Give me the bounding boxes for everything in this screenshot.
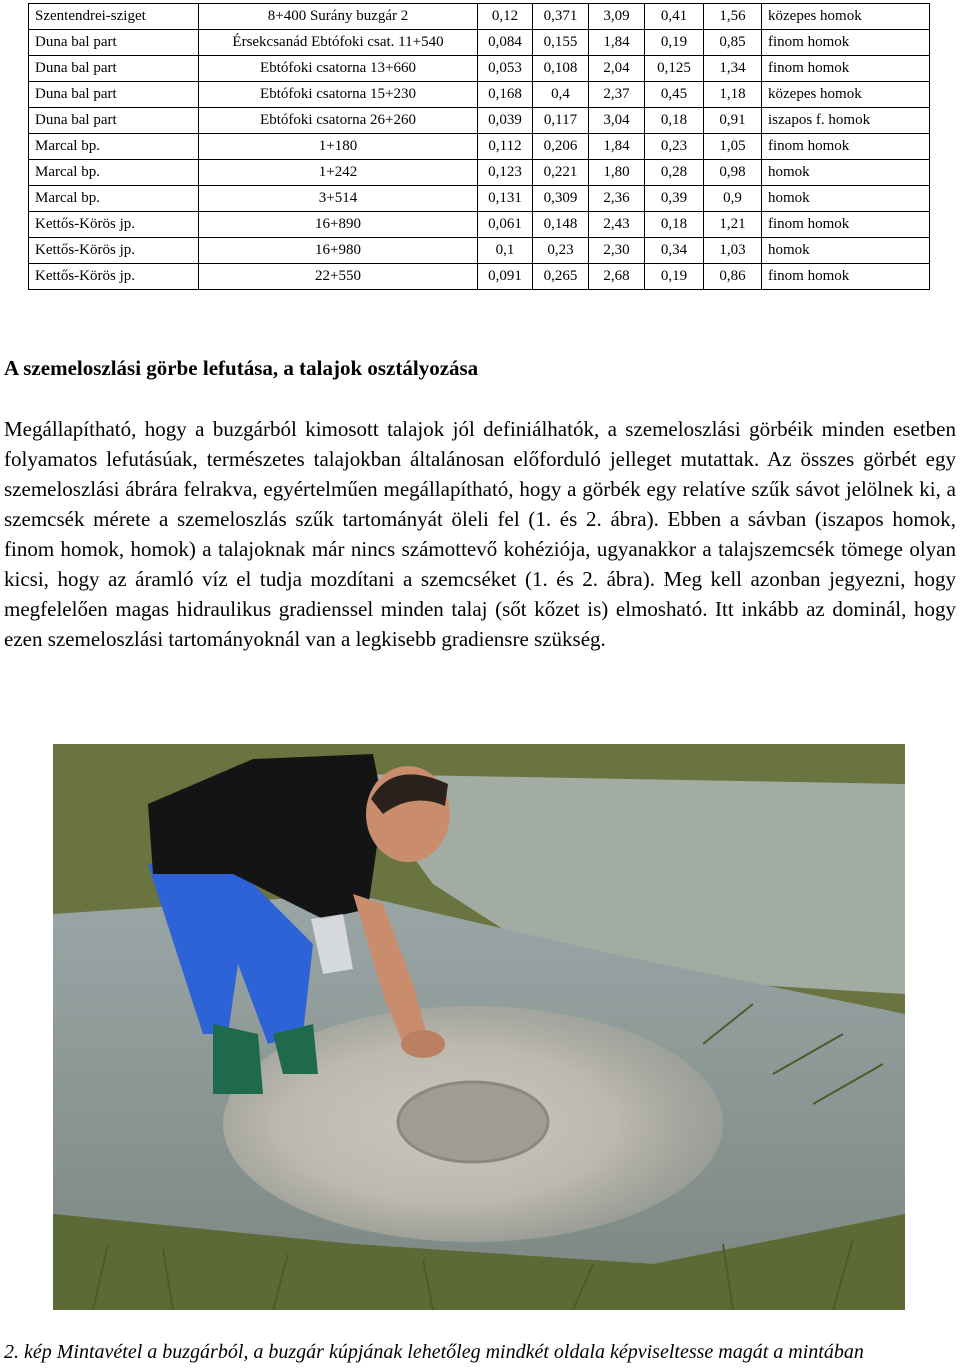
location-cell: Szentendrei-sziget — [29, 4, 199, 30]
table-row — [29, 30, 930, 56]
value-cell: 0,148 — [533, 212, 589, 238]
sample-data-table — [28, 3, 930, 290]
value-cell: 0,131 — [478, 186, 533, 212]
value-cell: 0,39 — [645, 186, 704, 212]
value-cell: 0,039 — [478, 108, 533, 134]
soil-type-cell: finom homok — [762, 212, 930, 238]
value-cell: 2,68 — [589, 264, 645, 290]
value-cell: 1,03 — [704, 238, 762, 264]
value-cell: 0,19 — [645, 30, 704, 56]
site-cell: Ebtófoki csatorna 13+660 — [199, 56, 478, 82]
site-cell: 1+242 — [199, 160, 478, 186]
value-cell: 0,28 — [645, 160, 704, 186]
soil-type-cell: iszapos f. homok — [762, 108, 930, 134]
value-cell: 2,04 — [589, 56, 645, 82]
value-cell: 0,265 — [533, 264, 589, 290]
soil-type-cell: finom homok — [762, 30, 930, 56]
soil-type-cell: közepes homok — [762, 82, 930, 108]
value-cell: 0,112 — [478, 134, 533, 160]
value-cell: 0,1 — [478, 238, 533, 264]
value-cell: 0,155 — [533, 30, 589, 56]
value-cell: 0,23 — [645, 134, 704, 160]
table-row — [29, 82, 930, 108]
table-row — [29, 160, 930, 186]
value-cell: 0,123 — [478, 160, 533, 186]
body-paragraph: Megállapítható, hogy a buzgárból kimosott talajok jól definiálhatók, a szemeloszlási görbéik minden esetben folyamatos lefutásúak, természetes talajokban általánosan előforduló jelleget mutattak. Az összes görbét egy szemeloszlási ábrára felrakva, egyértelműen megállapítható, hogy a görbék egy relatíve szűk sávot jelölnek ki, a szemcsék mérete a szemeloszlás szűk tartományát öleli fel (1. és 2. ábra). Ebben a sávban (iszapos homok, finom homok, homok) a talajoknak már nincs számottevő kohéziója, ugyanakkor a talajszemcsék tömege olyan kicsi, hogy az áramló víz el tudja mozdítani a szemcséket (1. és 2. ábra). Meg kell azonban jegyezni, hogy megfelelően magas hidraulikus gradienssel minden talaj (sőt kőzet is) elmosható. Itt inkább az dominál, hogy ezen szemeloszlási tartományoknál van a legkisebb gradiensre szükség. — [4, 417, 956, 651]
value-cell: 2,36 — [589, 186, 645, 212]
table-row — [29, 56, 930, 82]
value-cell: 1,18 — [704, 82, 762, 108]
value-cell: 0,23 — [533, 238, 589, 264]
value-cell: 0,9 — [704, 186, 762, 212]
value-cell: 1,56 — [704, 4, 762, 30]
value-cell: 0,34 — [645, 238, 704, 264]
soil-type-cell: közepes homok — [762, 4, 930, 30]
boil-crater — [398, 1082, 548, 1162]
section-heading: A szemeloszlási görbe lefutása, a talajok osztályozása — [4, 356, 479, 380]
site-cell: Érsekcsanád Ebtófoki csat. 11+540 — [199, 30, 478, 56]
value-cell: 0,309 — [533, 186, 589, 212]
location-cell: Marcal bp. — [29, 134, 199, 160]
value-cell: 0,061 — [478, 212, 533, 238]
site-cell: 16+890 — [199, 212, 478, 238]
value-cell: 0,19 — [645, 264, 704, 290]
value-cell: 2,30 — [589, 238, 645, 264]
location-cell: Marcal bp. — [29, 160, 199, 186]
site-cell: Ebtófoki csatorna 26+260 — [199, 108, 478, 134]
location-cell: Duna bal part — [29, 56, 199, 82]
value-cell: 0,053 — [478, 56, 533, 82]
value-cell: 2,37 — [589, 82, 645, 108]
value-cell: 0,084 — [478, 30, 533, 56]
location-cell: Kettős-Körös jp. — [29, 212, 199, 238]
value-cell: 1,84 — [589, 134, 645, 160]
value-cell: 0,4 — [533, 82, 589, 108]
value-cell: 0,206 — [533, 134, 589, 160]
value-cell: 0,221 — [533, 160, 589, 186]
location-cell: Marcal bp. — [29, 186, 199, 212]
site-cell: 3+514 — [199, 186, 478, 212]
value-cell: 0,125 — [645, 56, 704, 82]
value-cell: 0,108 — [533, 56, 589, 82]
table-row — [29, 212, 930, 238]
value-cell: 0,371 — [533, 4, 589, 30]
location-cell: Duna bal part — [29, 108, 199, 134]
value-cell: 0,86 — [704, 264, 762, 290]
field-sampling-photo — [53, 744, 905, 1310]
value-cell: 0,98 — [704, 160, 762, 186]
value-cell: 0,091 — [478, 264, 533, 290]
value-cell: 0,45 — [645, 82, 704, 108]
value-cell: 1,05 — [704, 134, 762, 160]
soil-type-cell: finom homok — [762, 264, 930, 290]
location-cell: Kettős-Körös jp. — [29, 264, 199, 290]
value-cell: 1,84 — [589, 30, 645, 56]
value-cell: 2,43 — [589, 212, 645, 238]
table-row — [29, 264, 930, 290]
table-row — [29, 186, 930, 212]
value-cell: 0,168 — [478, 82, 533, 108]
value-cell: 1,34 — [704, 56, 762, 82]
site-cell: 1+180 — [199, 134, 478, 160]
value-cell: 1,21 — [704, 212, 762, 238]
value-cell: 0,117 — [533, 108, 589, 134]
site-cell: 16+980 — [199, 238, 478, 264]
site-cell: 22+550 — [199, 264, 478, 290]
site-cell: 8+400 Surány buzgár 2 — [199, 4, 478, 30]
location-cell: Duna bal part — [29, 82, 199, 108]
location-cell: Kettős-Körös jp. — [29, 238, 199, 264]
value-cell: 1,80 — [589, 160, 645, 186]
value-cell: 0,91 — [704, 108, 762, 134]
soil-type-cell: homok — [762, 238, 930, 264]
value-cell: 0,12 — [478, 4, 533, 30]
value-cell: 0,41 — [645, 4, 704, 30]
soil-type-cell: finom homok — [762, 134, 930, 160]
value-cell: 0,18 — [645, 108, 704, 134]
value-cell: 0,85 — [704, 30, 762, 56]
photo-caption: 2. kép Mintavétel a buzgárból, a buzgár kúpjának lehetőleg mindkét oldala képviseltesse magát a mintában — [4, 1341, 864, 1363]
table-row — [29, 134, 930, 160]
table-row — [29, 108, 930, 134]
soil-type-cell: homok — [762, 160, 930, 186]
table-row — [29, 4, 930, 30]
value-cell: 3,04 — [589, 108, 645, 134]
table-row — [29, 238, 930, 264]
soil-type-cell: homok — [762, 186, 930, 212]
left-boot — [213, 1024, 263, 1094]
location-cell: Duna bal part — [29, 30, 199, 56]
hand — [401, 1030, 445, 1058]
value-cell: 3,09 — [589, 4, 645, 30]
value-cell: 0,18 — [645, 212, 704, 238]
soil-type-cell: finom homok — [762, 56, 930, 82]
site-cell: Ebtófoki csatorna 15+230 — [199, 82, 478, 108]
table-body — [29, 4, 930, 290]
